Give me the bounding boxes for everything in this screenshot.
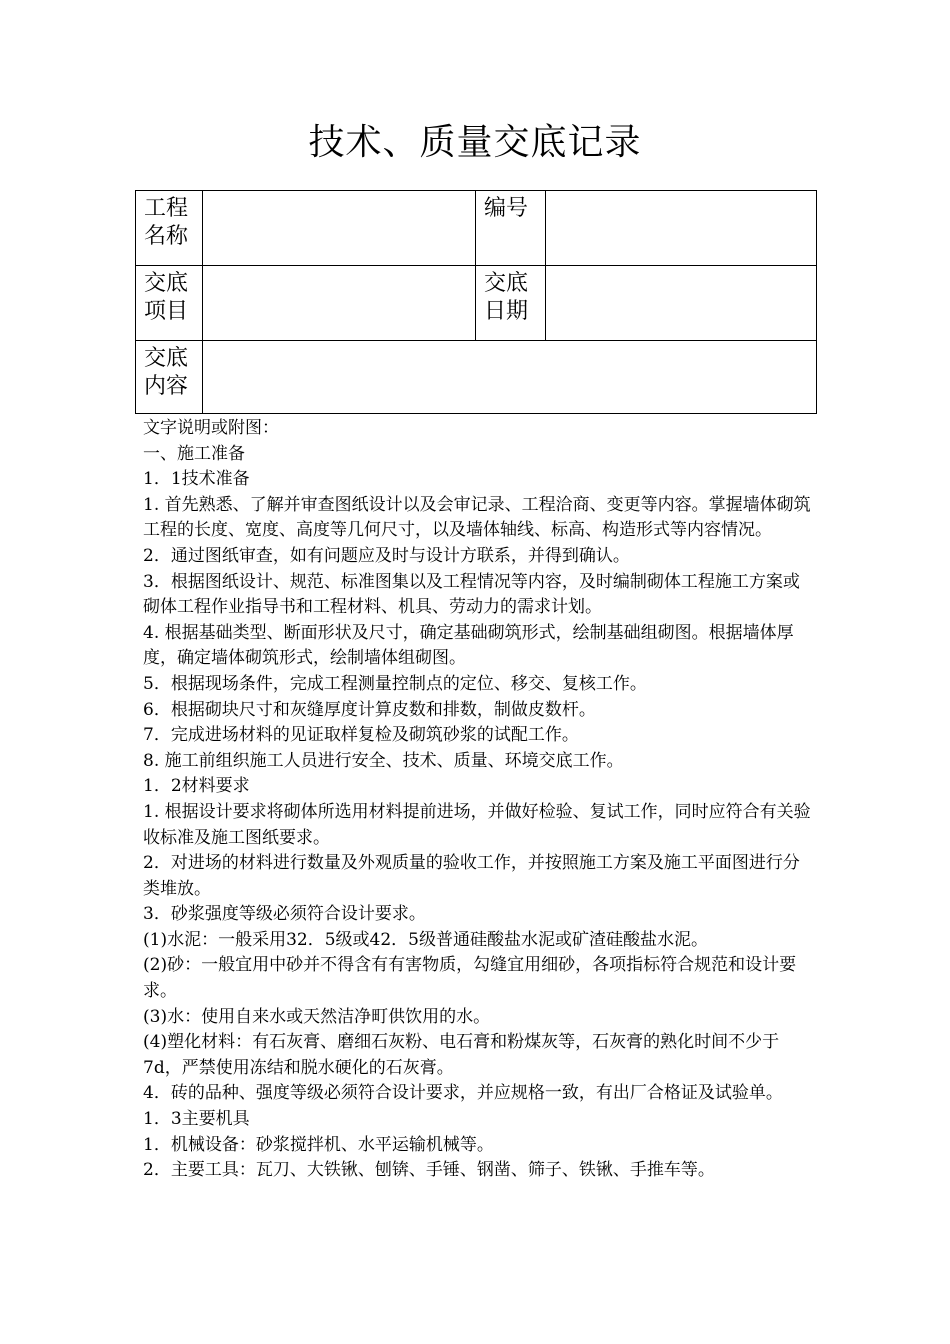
project-name-label [136, 191, 203, 266]
body-line: 3．根据图纸设计、规范、标准图集以及工程情况等内容，及时编制砌体工程施工方案或砌体工程作业指导书和工程材料、机具、劳动力的需求计划。 [143, 571, 800, 618]
body-line: (4)塑化材料：有石灰膏、磨细石灰粉、电石膏和粉煤灰等，石灰膏的熟化时间不少于7d，严禁使用冻结和脱水硬化的石灰膏。 [143, 1032, 780, 1078]
project-name-field[interactable] [203, 191, 476, 266]
body-line: 2．通过图纸审查，如有问题应及时与设计方联系，并得到确认。 [143, 545, 630, 566]
item-label-line1: 交底 [144, 271, 189, 296]
number-label: 编号 [476, 191, 546, 266]
project-name-label-line2: 名称 [144, 224, 189, 249]
body-line: 1．2材料要求 [143, 776, 250, 797]
body-line: 1．1技术准备 [143, 469, 250, 490]
body-line: 文字说明或附图： [143, 418, 279, 438]
content-label-line2: 内容 [144, 374, 189, 399]
body-line: (1)水泥：一般采用32．5级或42．5级普通硅酸盐水泥或矿渣硅酸盐水泥。 [143, 929, 708, 950]
body-line: (2)砂：一般宜用中砂并不得含有有害物质，勾缝宜用细砂，各项指标符合规范和设计要求。 [143, 955, 797, 1002]
date-label [476, 266, 546, 341]
form-row-project [136, 191, 817, 266]
disclosure-form-table [135, 190, 817, 414]
body-line: 5．根据现场条件，完成工程测量控制点的定位、移交、复核工作。 [143, 673, 647, 694]
body-line: 2．主要工具：瓦刀、大铁锹、刨锛、手锤、钢凿、筛子、铁锹、手推车等。 [143, 1160, 715, 1181]
date-label-line2: 日期 [484, 299, 529, 324]
body-line: 1．3主要机具 [143, 1109, 250, 1130]
content-field[interactable] [203, 341, 817, 414]
body-line: (3)水：使用自来水或天然洁净町供饮用的水。 [143, 1006, 491, 1027]
body-line: 一、施工准备 [143, 443, 245, 464]
disclosure-body-text [143, 416, 811, 1184]
item-field[interactable] [203, 266, 476, 341]
number-field[interactable] [546, 191, 817, 266]
body-line: 1. 根据设计要求将砌体所选用材料提前进场，并做好检验、复试工作，同时应符合有关验收标准及施工图纸要求。 [143, 801, 811, 848]
body-line: 4. 根据基础类型、断面形状及尺寸，确定基础砌筑形式，绘制基础组砌图。根据墙体厚度，确定墙体砌筑形式，绘制墙体组砌图。 [143, 622, 794, 669]
form-row-content [136, 341, 817, 414]
body-line: 8. 施工前组织施工人员进行安全、技术、质量、环境交底工作。 [143, 750, 624, 771]
body-line: 4．砖的品种、强度等级必须符合设计要求，并应规格一致，有出厂合格证及试验单。 [143, 1083, 783, 1104]
body-line: 2．对进场的材料进行数量及外观质量的验收工作，并按照施工方案及施工平面图进行分类堆放。 [143, 853, 800, 899]
project-name-label-line1: 工程 [144, 196, 189, 221]
document-title: 技术、质量交底记录 [308, 122, 642, 163]
date-field[interactable] [546, 266, 817, 341]
form-row-item [136, 266, 817, 341]
item-label-line2: 项目 [144, 299, 189, 324]
body-line: 1. 首先熟悉、了解并审查图纸设计以及会审记录、工程洽商、变更等内容。掌握墙体砌筑工程的长度、宽度、高度等几何尺寸，以及墙体轴线、标高、构造形式等内容情况。 [143, 494, 811, 541]
body-line: 7．完成进场材料的见证取样复检及砌筑砂浆的试配工作。 [143, 725, 579, 746]
item-label [136, 266, 203, 341]
body-line: 3．砂浆强度等级必须符合设计要求。 [143, 904, 426, 925]
content-label [136, 341, 203, 414]
body-line: 6．根据砌块尺寸和灰缝厚度计算皮数和排数，制做皮数杆。 [143, 699, 596, 720]
content-label-line1: 交底 [144, 346, 189, 371]
date-label-line1: 交底 [484, 271, 529, 296]
body-line: 1．机械设备：砂浆搅拌机、水平运输机械等。 [143, 1134, 494, 1155]
